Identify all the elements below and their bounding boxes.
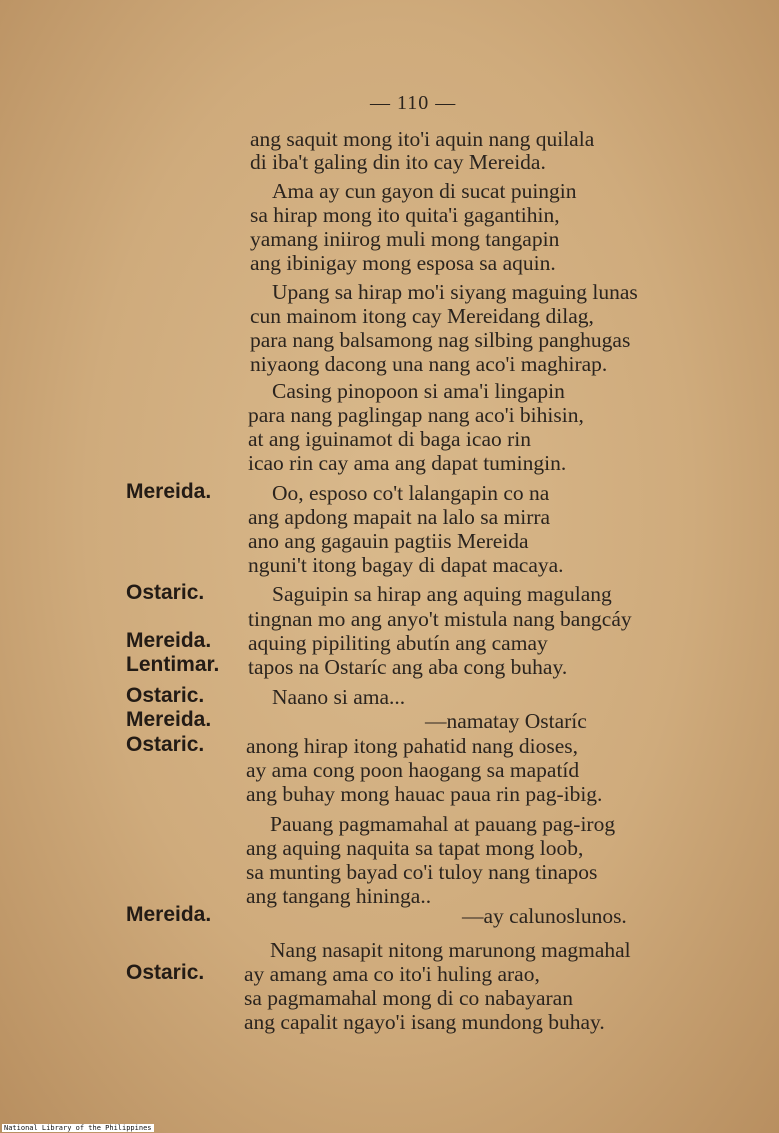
verse-line: aquing pipiliting abutín ang camay	[248, 631, 548, 655]
verse-line: sa hirap mong ito quita'i gagantihin,	[250, 203, 560, 227]
verse-line: anong hirap itong pahatid nang dioses,	[246, 734, 578, 758]
verse-line: Pauang pagmamahal at pauang pag-irog	[270, 812, 616, 836]
verse-line: para nang balsamong nag silbing panghugas	[250, 328, 631, 352]
verse-line: sa munting bayad co'i tuloy nang tinapos	[246, 860, 598, 884]
verse-line: ay ama cong poon haogang sa mapatíd	[246, 758, 580, 782]
verse-line: —ay calunoslunos.	[462, 904, 627, 928]
verse-line: ang saquit mong ito'i aquin nang quilala	[250, 127, 595, 151]
speaker-label: Ostaric.	[126, 684, 205, 707]
verse-line: yamang iniirog muli mong tangapin	[250, 227, 560, 251]
verse-line: ang apdong mapait na lalo sa mirra	[248, 505, 551, 529]
verse-line: di iba't galing din ito cay Mereida.	[250, 150, 546, 174]
library-footer: National Library of the Philippines	[4, 1124, 152, 1132]
verse-line: icao rin cay ama ang dapat tumingin.	[248, 451, 567, 475]
speaker-label: Lentimar.	[126, 653, 220, 676]
verse-line: Oo, esposo co't lalangapin co na	[272, 481, 550, 505]
verse-line: niyaong dacong una nang aco'i maghirap.	[250, 352, 608, 376]
speaker-label: Mereida.	[126, 903, 212, 926]
verse-line: ay amang ama co ito'i huling arao,	[244, 962, 540, 986]
verse-line: tingnan mo ang anyo't mistula nang bangcáy	[248, 607, 632, 631]
verse-line: para nang paglingap nang aco'i bihisin,	[248, 403, 584, 427]
verse-line: ang buhay mong hauac paua rin pag-ibig.	[246, 782, 603, 806]
verse-line: Ama ay cun gayon di sucat puingin	[272, 179, 577, 203]
verse-line: ang aquing naquita sa tapat mong loob,	[246, 836, 584, 860]
verse-line: at ang iguinamot di baga icao rin	[248, 427, 531, 451]
verse-line: ang ibinigay mong esposa sa aquin.	[250, 251, 556, 275]
verse-line: nguni't itong bagay di dapat macaya.	[248, 553, 564, 577]
verse-line: Upang sa hirap mo'i siyang maguing lunas	[272, 280, 638, 304]
verse-line: Nang nasapit nitong marunong magmahal	[270, 938, 631, 962]
speaker-label: Ostaric.	[126, 961, 205, 984]
verse-line: cun mainom itong cay Mereidang dilag,	[250, 304, 594, 328]
verse-line: Casing pinopoon si ama'i lingapin	[272, 379, 565, 403]
speaker-label: Mereida.	[126, 480, 212, 503]
verse-line: tapos na Ostaríc ang aba cong buhay.	[248, 655, 568, 679]
speaker-label: Mereida.	[126, 708, 212, 731]
verse-line: sa pagmamahal mong di co nabayaran	[244, 986, 573, 1010]
verse-line: ano ang gagauin pagtiis Mereida	[248, 529, 529, 553]
verse-line: Saguipin sa hirap ang aquing magulang	[272, 582, 612, 606]
page-number: — 110 —	[370, 92, 457, 114]
speaker-label: Ostaric.	[126, 581, 205, 604]
verse-line: ang capalit ngayo'i isang mundong buhay.	[244, 1010, 605, 1034]
speaker-label: Ostaric.	[126, 733, 205, 756]
verse-line: ang tangang hininga..	[246, 884, 432, 908]
verse-line: —namatay Ostaríc	[425, 709, 587, 733]
speaker-label: Mereida.	[126, 629, 212, 652]
verse-line: Naano si ama...	[272, 685, 406, 709]
